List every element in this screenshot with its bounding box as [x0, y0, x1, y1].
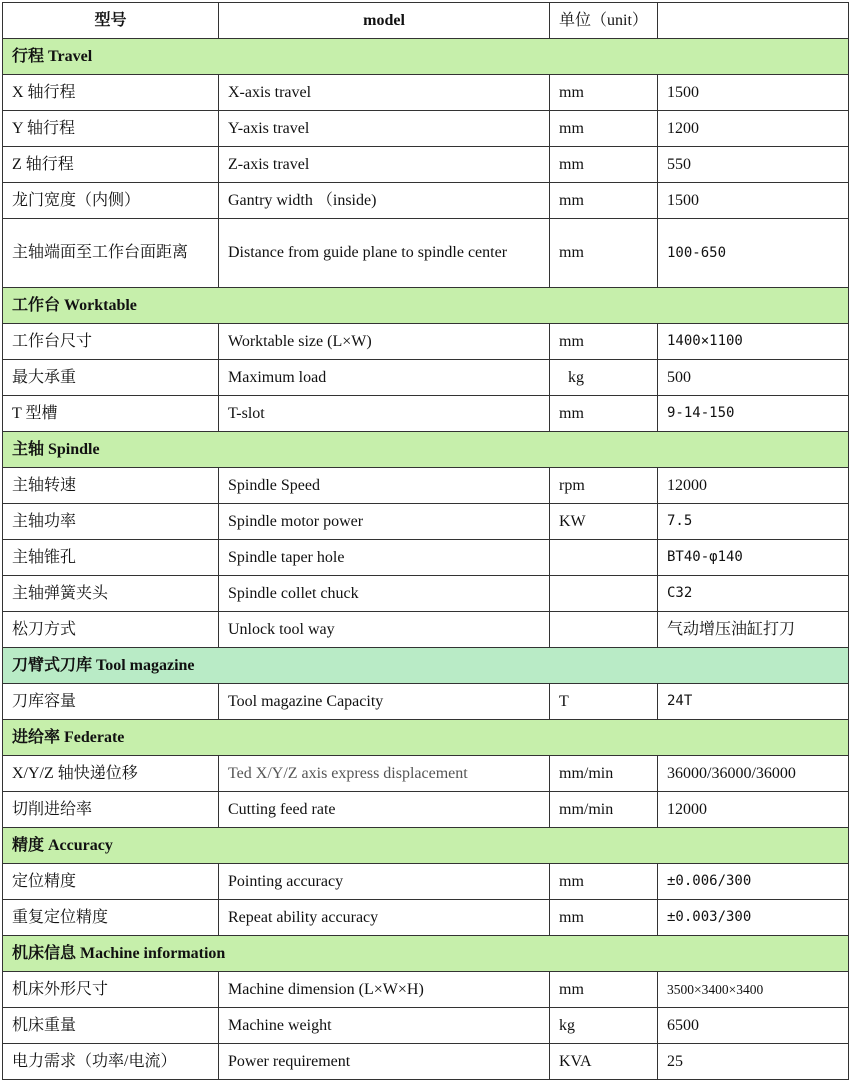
table-row [3, 576, 849, 612]
table-row [3, 1044, 849, 1080]
table-row [3, 792, 849, 828]
row-unit: mm [550, 219, 658, 288]
table-row [3, 183, 849, 219]
row-unit [550, 540, 658, 576]
row-value: 9-14-150 [658, 396, 849, 432]
row-value: 24T [658, 684, 849, 720]
row-en: Machine weight [219, 1008, 550, 1044]
table-row [3, 111, 849, 147]
spec-table [2, 2, 849, 1080]
table-row [3, 324, 849, 360]
row-unit [550, 576, 658, 612]
row-unit: kg [550, 1008, 658, 1044]
row-en: Maximum load [219, 360, 550, 396]
section-title: 进给率 Federate [3, 720, 849, 756]
row-unit: KW [550, 504, 658, 540]
row-cn: 主轴弹簧夹头 [3, 576, 219, 612]
section-accuracy [3, 828, 849, 864]
table-row [3, 540, 849, 576]
row-en: Tool magazine Capacity [219, 684, 550, 720]
row-value: 3500×3400×3400 [658, 972, 849, 1008]
header-unit: 单位（unit） [550, 3, 658, 39]
table-row [3, 864, 849, 900]
row-unit: mm/min [550, 792, 658, 828]
section-federate [3, 720, 849, 756]
section-travel [3, 39, 849, 75]
section-worktable [3, 288, 849, 324]
row-value: C32 [658, 576, 849, 612]
row-en: Cutting feed rate [219, 792, 550, 828]
row-cn: Z 轴行程 [3, 147, 219, 183]
section-title: 主轴 Spindle [3, 432, 849, 468]
row-en: Y-axis travel [219, 111, 550, 147]
table-row [3, 612, 849, 648]
row-value: 500 [658, 360, 849, 396]
section-title: 行程 Travel [3, 39, 849, 75]
section-tool-magazine [3, 648, 849, 684]
row-value: 36000/36000/36000 [658, 756, 849, 792]
row-en: X-axis travel [219, 75, 550, 111]
row-value: 1500 [658, 183, 849, 219]
row-unit: KVA [550, 1044, 658, 1080]
row-value: 1200 [658, 111, 849, 147]
row-value: 气动增压油缸打刀 [658, 612, 849, 648]
row-value: ±0.006/300 [658, 864, 849, 900]
row-cn: 龙门宽度（内侧） [3, 183, 219, 219]
row-en: T-slot [219, 396, 550, 432]
section-machine-info [3, 936, 849, 972]
table-row [3, 972, 849, 1008]
row-en: Spindle Speed [219, 468, 550, 504]
row-en: Spindle taper hole [219, 540, 550, 576]
row-unit: mm/min [550, 756, 658, 792]
section-title: 工作台 Worktable [3, 288, 849, 324]
header-value [658, 3, 849, 39]
section-title: 机床信息 Machine information [3, 936, 849, 972]
row-cn: 松刀方式 [3, 612, 219, 648]
row-value: 12000 [658, 468, 849, 504]
row-cn: 切削进给率 [3, 792, 219, 828]
table-row [3, 219, 849, 288]
row-cn: X 轴行程 [3, 75, 219, 111]
row-value: ±0.003/300 [658, 900, 849, 936]
row-cn: 主轴功率 [3, 504, 219, 540]
row-value: 6500 [658, 1008, 849, 1044]
row-unit: mm [550, 75, 658, 111]
row-unit: mm [550, 864, 658, 900]
table-row [3, 468, 849, 504]
row-unit: mm [550, 972, 658, 1008]
row-cn: 主轴转速 [3, 468, 219, 504]
table-row [3, 1008, 849, 1044]
row-unit: mm [550, 324, 658, 360]
table-row [3, 396, 849, 432]
row-cn: X/Y/Z 轴快递位移 [3, 756, 219, 792]
section-spindle [3, 432, 849, 468]
row-unit: mm [550, 111, 658, 147]
row-unit: mm [550, 147, 658, 183]
row-en: Power requirement [219, 1044, 550, 1080]
row-unit: mm [550, 396, 658, 432]
row-en: Repeat ability accuracy [219, 900, 550, 936]
row-cn: 定位精度 [3, 864, 219, 900]
row-value: 1500 [658, 75, 849, 111]
row-cn: 电力需求（功率/电流） [3, 1044, 219, 1080]
section-title: 精度 Accuracy [3, 828, 849, 864]
table-row [3, 900, 849, 936]
table-row [3, 684, 849, 720]
row-en: Unlock tool way [219, 612, 550, 648]
row-cn: T 型槽 [3, 396, 219, 432]
row-en: Spindle motor power [219, 504, 550, 540]
row-en: Distance from guide plane to spindle center [219, 219, 550, 288]
row-cn: 最大承重 [3, 360, 219, 396]
row-value: 7.5 [658, 504, 849, 540]
row-en: Worktable size (L×W) [219, 324, 550, 360]
row-cn: 主轴锥孔 [3, 540, 219, 576]
header-type: 型号 [3, 3, 219, 39]
row-cn: 工作台尺寸 [3, 324, 219, 360]
row-value: 25 [658, 1044, 849, 1080]
header-model: model [219, 3, 550, 39]
table-row [3, 504, 849, 540]
header-row [3, 3, 849, 39]
row-value: 550 [658, 147, 849, 183]
section-title: 刀臂式刀库 Tool magazine [3, 648, 849, 684]
row-cn: 重复定位精度 [3, 900, 219, 936]
row-unit: mm [550, 900, 658, 936]
row-unit: rpm [550, 468, 658, 504]
row-cn: 主轴端面至工作台面距离 [3, 219, 219, 288]
row-cn: Y 轴行程 [3, 111, 219, 147]
table-row [3, 75, 849, 111]
row-unit: T [550, 684, 658, 720]
row-cn: 刀库容量 [3, 684, 219, 720]
row-en: Z-axis travel [219, 147, 550, 183]
row-en: Machine dimension (L×W×H) [219, 972, 550, 1008]
row-en: Spindle collet chuck [219, 576, 550, 612]
row-cn: 机床重量 [3, 1008, 219, 1044]
row-value: 100-650 [658, 219, 849, 288]
row-cn: 机床外形尺寸 [3, 972, 219, 1008]
row-value: 1400×1100 [658, 324, 849, 360]
row-en: Ted X/Y/Z axis express displacement [219, 756, 550, 792]
row-unit: mm [550, 183, 658, 219]
row-unit [550, 612, 658, 648]
row-en: Pointing accuracy [219, 864, 550, 900]
row-value: BT40-φ140 [658, 540, 849, 576]
row-unit: kg [550, 360, 658, 396]
table-row [3, 147, 849, 183]
table-row [3, 756, 849, 792]
table-row [3, 360, 849, 396]
row-value: 12000 [658, 792, 849, 828]
row-en: Gantry width （inside) [219, 183, 550, 219]
